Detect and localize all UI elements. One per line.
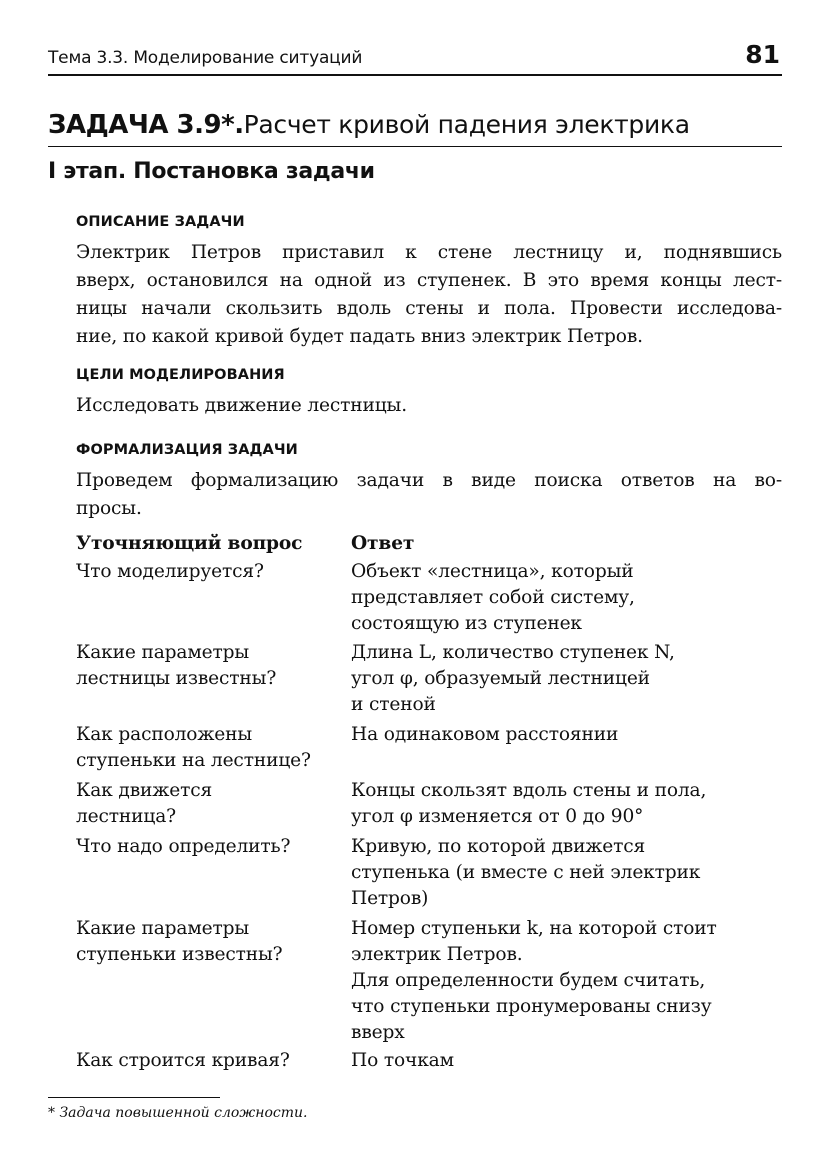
table-row — [76, 559, 782, 640]
answer-cell: По точкам — [351, 1050, 454, 1071]
question-cell: Как строится кривая? — [76, 1050, 290, 1071]
footnote-divider — [48, 1097, 220, 1098]
answer-cell: Номер ступеньки k, на которой стоит электрик Петров. Для определенности будем считать, что ступеньки пронумерованы снизу вверх — [351, 918, 717, 1043]
task-label: ЗАДАЧА 3.9*. — [48, 110, 244, 140]
table-row — [76, 778, 782, 834]
goals-text: Исследовать движение лестницы. — [76, 395, 407, 416]
table-row — [76, 916, 782, 1048]
question-cell: Как движется лестница? — [76, 780, 213, 827]
footnote: * Задача повышенной сложности. — [48, 1105, 308, 1121]
question-cell: Что моделируется? — [76, 561, 264, 582]
description-paragraph — [76, 239, 782, 351]
description-line: ние, по какой кривой будет падать вниз электрик Петров. — [76, 326, 643, 347]
table-row — [76, 834, 782, 916]
column-header-answer: Ответ — [351, 533, 415, 554]
question-cell: Какие параметры лестницы известны? — [76, 642, 277, 689]
goals-paragraph — [76, 392, 782, 420]
task-name: Расчет кривой падения электрика — [243, 110, 690, 139]
questions-table — [76, 531, 782, 1076]
formalization-paragraph — [76, 467, 782, 523]
goals-heading: ЦЕЛИ МОДЕЛИРОВАНИЯ — [76, 367, 285, 383]
description-heading: ОПИСАНИЕ ЗАДАЧИ — [76, 214, 245, 230]
table-row — [76, 722, 782, 778]
formalization-line: Проведем формализацию задачи в виде поиска ответов на во- — [76, 470, 782, 491]
formalization-line: просы. — [76, 498, 142, 519]
answer-cell: На одинаковом расстоянии — [351, 724, 619, 745]
page-number: 81 — [745, 40, 780, 69]
running-header — [48, 40, 782, 76]
task-title — [48, 110, 782, 147]
table-header — [76, 531, 782, 559]
table-row — [76, 640, 782, 722]
answer-cell: Концы скользят вдоль стены и пола, угол φ изменяется от 0 до 90° — [351, 780, 707, 827]
running-title: Тема 3.3. Моделирование ситуаций — [48, 48, 363, 68]
answer-cell: Объект «лестница», который представляет собой систему, состоящую из ступенек — [351, 561, 635, 634]
question-cell: Что надо определить? — [76, 836, 291, 857]
answer-cell: Кривую, по которой движется ступенька (и вместе с ней электрик Петров) — [351, 836, 701, 909]
answer-cell: Длина L, количество ступенек N, угол φ, образуемый лестницей и стеной — [351, 642, 675, 715]
question-cell: Какие параметры ступеньки известны? — [76, 918, 283, 965]
stage-title: I этап. Постановка задачи — [48, 159, 375, 184]
description-line: вверх, остановился на одной из ступенек. В это время концы лест- — [76, 270, 782, 291]
question-cell: Как расположены ступеньки на лестнице? — [76, 724, 311, 771]
formalization-heading: ФОРМАЛИЗАЦИЯ ЗАДАЧИ — [76, 442, 298, 458]
column-header-question: Уточняющий вопрос — [76, 533, 303, 554]
description-line: ницы начали скользить вдоль стены и пола. Провести исследова- — [76, 298, 782, 319]
table-row — [76, 1048, 782, 1076]
description-line: Электрик Петров приставил к стене лестницу и, поднявшись — [76, 242, 782, 263]
